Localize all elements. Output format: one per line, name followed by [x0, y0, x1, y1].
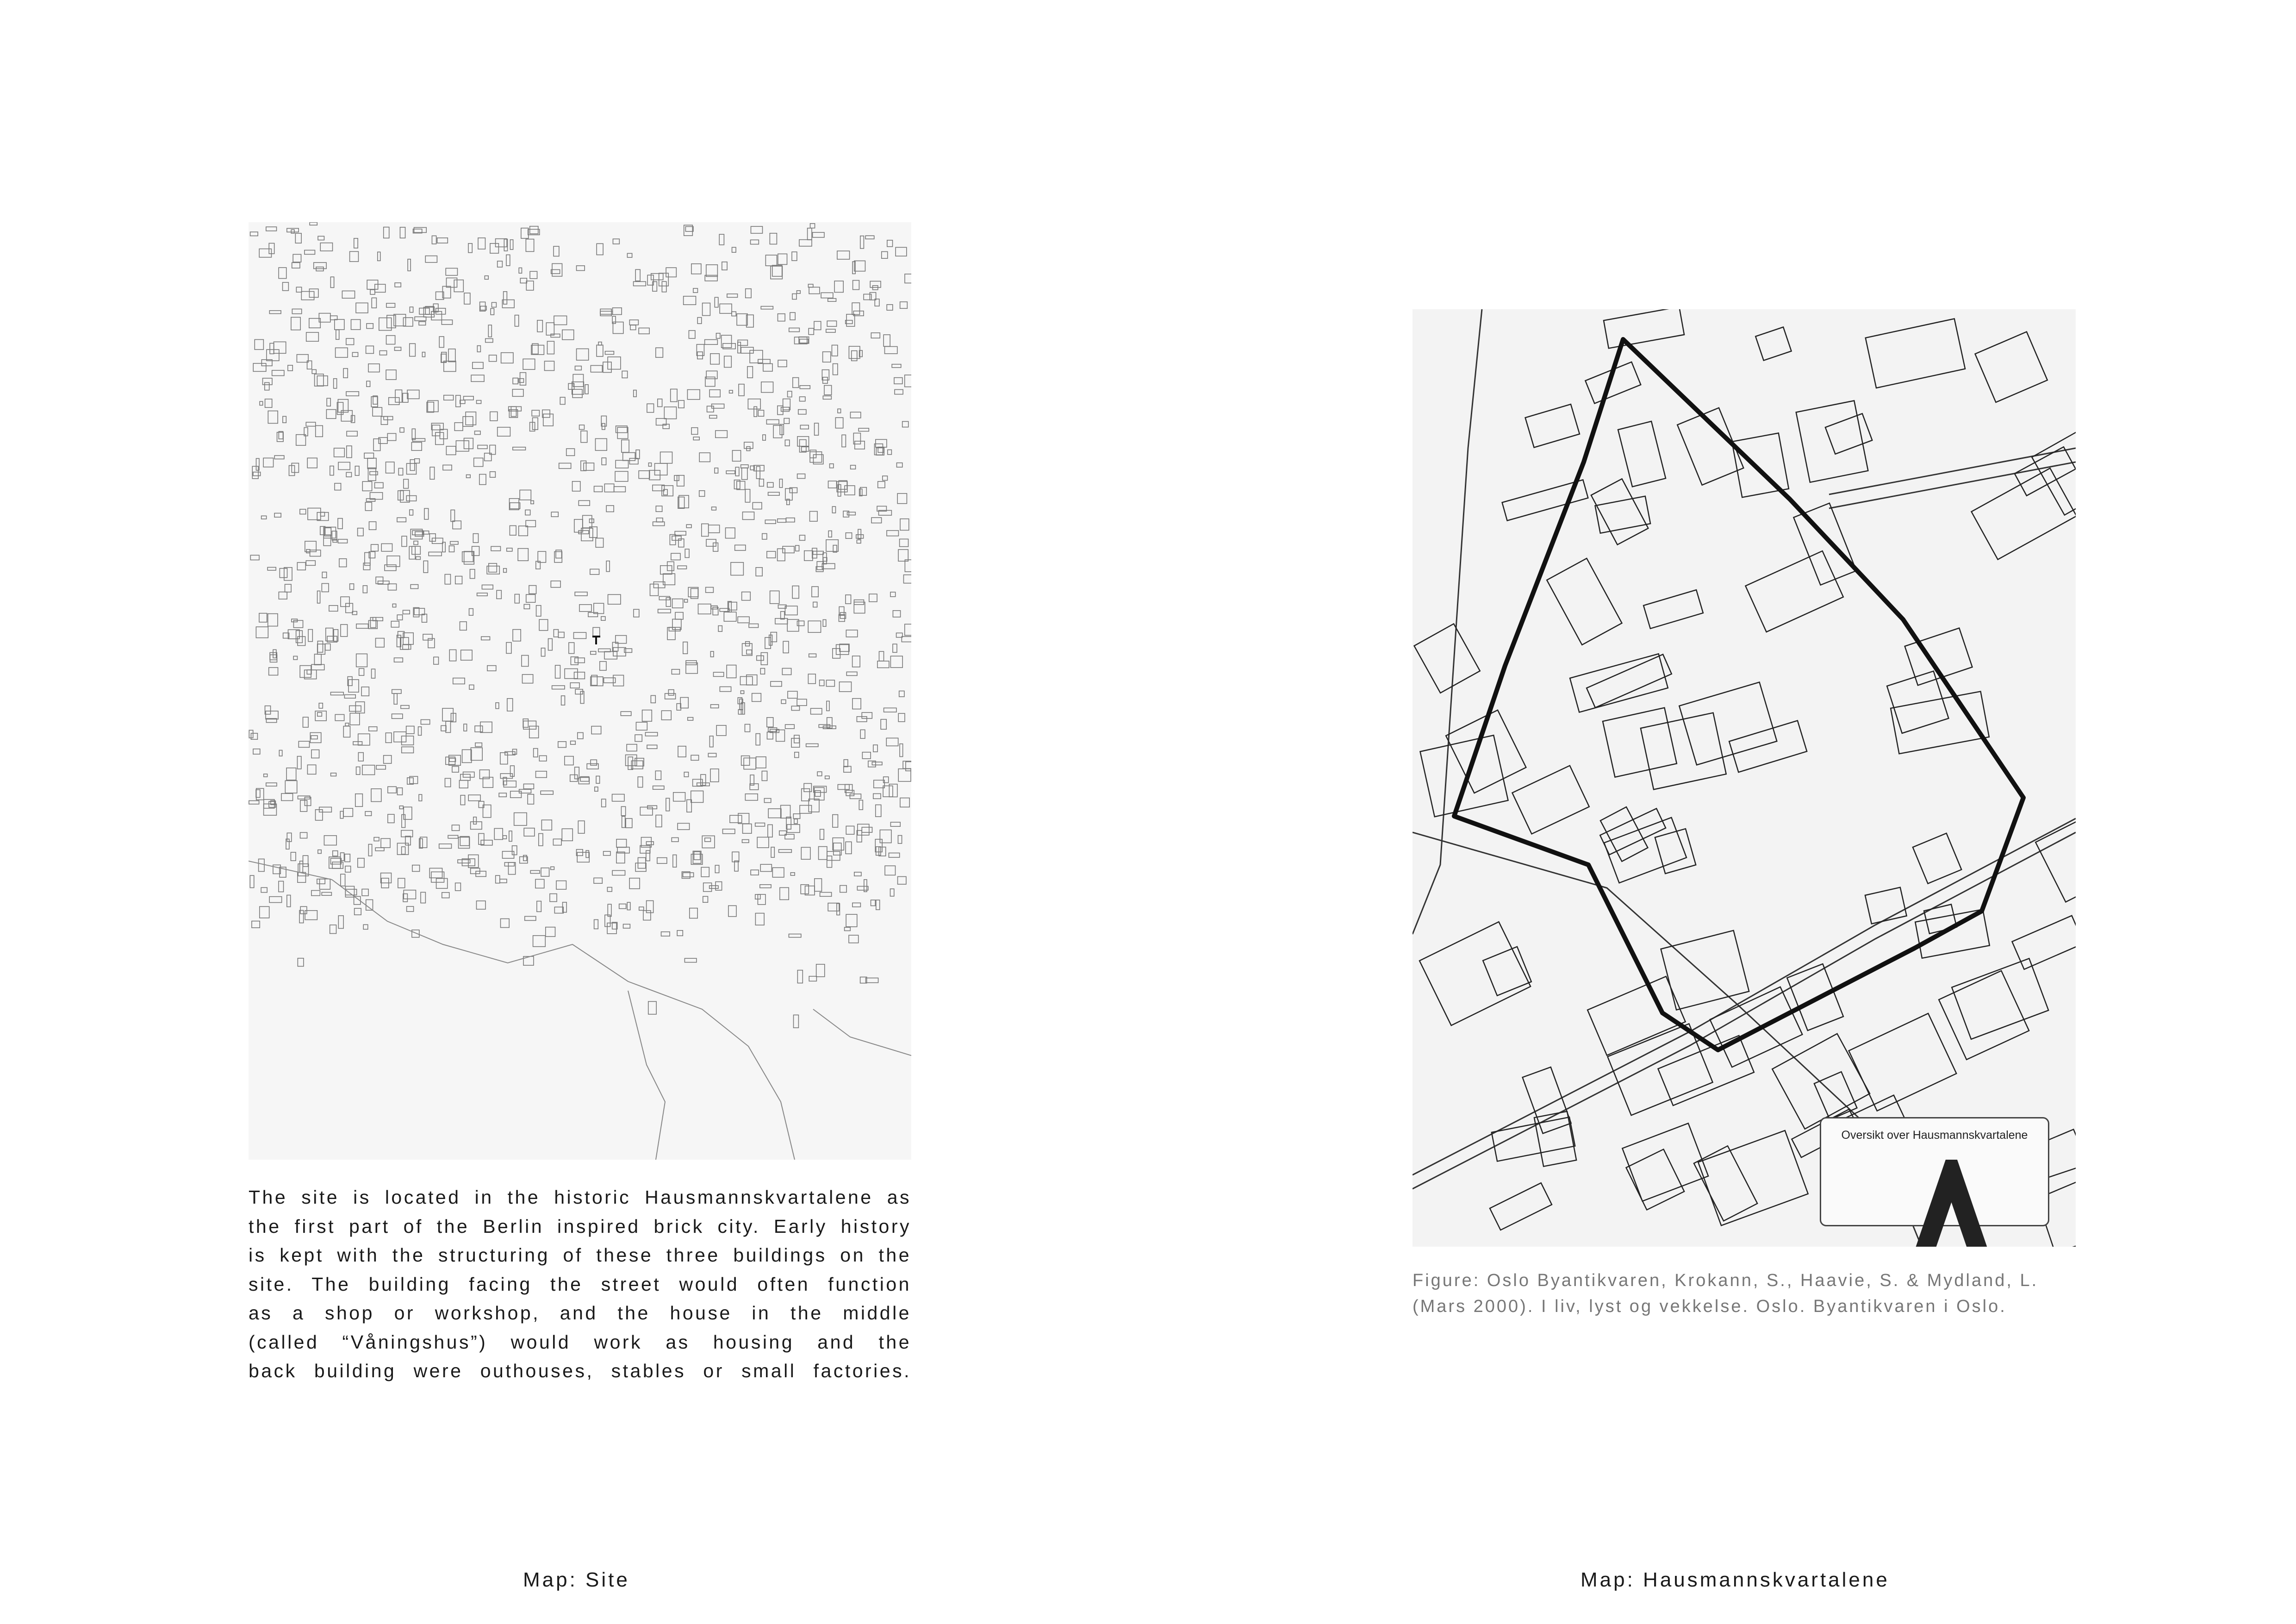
map-label-site: Map: Site [523, 1568, 630, 1591]
map-label-hausmannskvartalene: Map: Hausmannskvartalene [1580, 1568, 1890, 1591]
figure-caption [1412, 1268, 2076, 1319]
caption-line: Figure: Oslo Byantikvaren, Krokann, S., Haavie, S. & Mydland, L. [1412, 1271, 2039, 1290]
paragraph-line: (called “Våningshus”) would work as housing and the [249, 1331, 911, 1353]
north-arrow-icon [1855, 1160, 2048, 1247]
map-legend [1820, 1117, 2049, 1226]
paragraph-line: the first part of the Berlin inspired brick city. Early history [249, 1215, 911, 1237]
legend-title: Oversikt over Hausmannskvartalene [1841, 1129, 2028, 1142]
paragraph-line: is kept with the structuring of these three buildings on the [249, 1244, 911, 1266]
caption-line: (Mars 2000). I liv, lyst og vekkelse. Oslo. Byantikvaren i Oslo. [1412, 1297, 2007, 1316]
site-description [249, 1183, 911, 1386]
site-map [249, 222, 911, 1160]
legend-scale-row [1821, 1160, 2048, 1247]
paragraph-line: The site is located in the historic Hausmannskvartalene as [249, 1187, 911, 1208]
paragraph-line: back building were outhouses, stables or small factories. [249, 1360, 911, 1381]
paragraph-line: site. The building facing the street would often function [249, 1273, 911, 1295]
district-map-graphic [1412, 309, 2076, 1247]
site-map-graphic [249, 222, 911, 1160]
paragraph-line: as a shop or workshop, and the house in the middle [249, 1302, 911, 1324]
district-map [1412, 309, 2076, 1247]
